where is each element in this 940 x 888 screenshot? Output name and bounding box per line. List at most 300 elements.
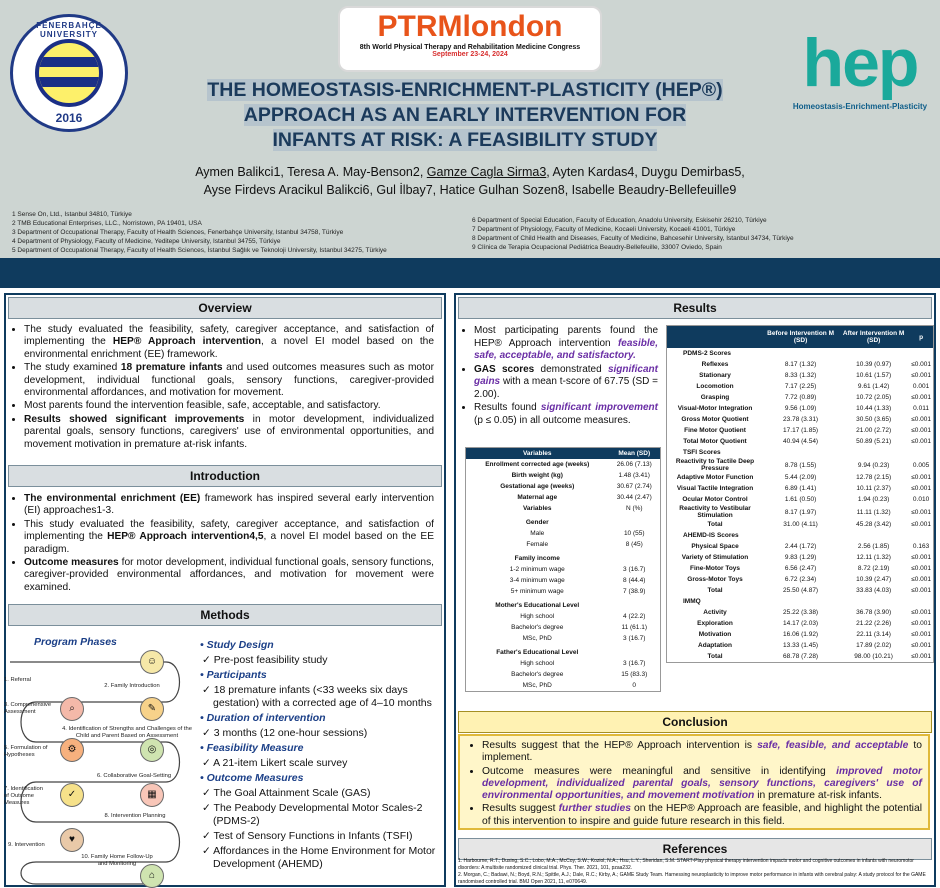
affiliations-right bbox=[472, 216, 932, 252]
table-cell: ≤0.001 bbox=[911, 631, 931, 638]
table-group-row bbox=[466, 550, 660, 564]
design-heading: • Study Design bbox=[200, 639, 274, 651]
table-row bbox=[466, 492, 660, 503]
design-heading: • Feasibility Measure bbox=[200, 742, 304, 754]
phase-label: 10. Family Home Follow-Up and Monitoring bbox=[81, 854, 153, 867]
conclusion-heading: Conclusion bbox=[458, 711, 932, 733]
table-cell: 25.50 (4.87) bbox=[783, 587, 819, 594]
phase-label: 5. Formulation of Hypotheses bbox=[4, 745, 48, 758]
hypothesis-phase-icon: ⚙ bbox=[60, 738, 84, 762]
table-cell: 0.010 bbox=[912, 496, 930, 503]
phase-label: 7. Identification of Outcome Measures bbox=[4, 786, 43, 806]
design-item: ✓ The Peabody Developmental Motor Scales-2 (PDMS-2) bbox=[202, 802, 423, 827]
table-cell: Total bbox=[707, 653, 723, 660]
table-row bbox=[667, 585, 933, 596]
table-cell: 10.44 (1.33) bbox=[856, 405, 892, 412]
table-cell: 8.17 (1.32) bbox=[784, 361, 817, 368]
table-row bbox=[667, 640, 933, 651]
bullet-text: , a novel EI model based on the EE paradigm. bbox=[24, 531, 434, 555]
table-cell: ≤0.001 bbox=[911, 416, 931, 423]
table-cell: Ocular Motor Control bbox=[682, 496, 748, 503]
table-cell: Variety of Stimulation bbox=[681, 554, 749, 561]
table-row bbox=[667, 541, 933, 552]
bullet-text: with a mean t-score of 67.75 (SD = 2.00). bbox=[474, 376, 658, 400]
table-cell: Enrollment corrected age (weeks) bbox=[485, 461, 590, 468]
bullet-text: Results suggest that the HEP® Approach intervention is bbox=[482, 740, 758, 751]
affiliation: 7 Department of Physiology, Faculty of Medicine, Kocaeli University, Kocaeli 41001, Türkiye bbox=[472, 226, 736, 233]
demographics-table bbox=[465, 447, 661, 692]
bullet-bold: Outcome measures bbox=[24, 557, 119, 569]
table-row bbox=[667, 618, 933, 629]
table-header-cell: p bbox=[909, 326, 933, 348]
bullet-item bbox=[24, 400, 434, 412]
table-cell: 68.78 (7.28) bbox=[783, 653, 819, 660]
table-cell: 0 bbox=[632, 682, 637, 689]
title-line-2: APPROACH AS AN EARLY INTERVENTION FOR bbox=[243, 104, 687, 126]
study-design-list bbox=[200, 637, 440, 873]
university-logo-text: FENERBAHÇE UNIVERSITY bbox=[36, 21, 102, 39]
bullet-bold: The environmental enrichment (EE) bbox=[24, 493, 201, 504]
table-group-title: IMMQ bbox=[683, 598, 701, 605]
table-cell: 8.17 (1.97) bbox=[784, 508, 817, 516]
table-cell: Male bbox=[530, 530, 545, 537]
table-cell: 6.56 (2.47) bbox=[784, 565, 817, 572]
phase-label: 6. Collaborative Goal-Setting bbox=[96, 773, 172, 779]
bullet-bold: HEP® Approach intervention bbox=[112, 336, 261, 348]
table-cell: 31.00 (4.11) bbox=[783, 521, 818, 528]
table-cell bbox=[909, 348, 933, 359]
bullet-item bbox=[24, 557, 434, 594]
referral-phase-icon: ☺ bbox=[140, 650, 164, 674]
table-cell: Locomotion bbox=[696, 383, 734, 390]
bullet-text: framework has inspired several early intervention (EI) approaches1-3. bbox=[24, 493, 434, 517]
table-cell bbox=[909, 530, 933, 541]
phase-label: 1. Referral bbox=[4, 677, 32, 683]
table-cell: Female bbox=[526, 541, 549, 548]
bullet-item bbox=[474, 325, 658, 363]
university-logo bbox=[10, 14, 128, 132]
conference-dates: September 23-24, 2024 bbox=[432, 51, 508, 58]
table-cell: Birth weight (kg) bbox=[511, 472, 563, 479]
table-group-row bbox=[667, 596, 933, 607]
table-row bbox=[667, 483, 933, 494]
table-cell: 21.00 (2.72) bbox=[856, 427, 892, 434]
table-cell: High school bbox=[520, 613, 555, 620]
table-cell: 6.89 (1.41) bbox=[784, 485, 817, 492]
reference-item: 2. Morgan, C.; Badawi, N.; Boyd, R.N.; Spittle, A.J.; Dale, R.C.; Kirby, A.; GAME Study Team. Harnessing neuroplasticity to improve motor performance in infants with cerebral palsy: A study protocol for the GAME randomised controlled trial. BMJ Open 2021, 11, e070649. bbox=[458, 872, 926, 885]
bullet-item bbox=[482, 766, 922, 803]
results-heading: Results bbox=[458, 297, 932, 319]
table-cell: ≤0.001 bbox=[911, 653, 931, 660]
assessment-phase-icon: ⌕ bbox=[60, 697, 84, 721]
phase-label: 3. Comprehensive Assessment bbox=[4, 702, 52, 715]
table-cell bbox=[763, 447, 838, 458]
title-line-3: INFANTS AT RISK: A FEASIBILITY STUDY bbox=[272, 129, 658, 151]
table-cell bbox=[838, 530, 909, 541]
table-cell: 45.28 (3.42) bbox=[856, 521, 892, 528]
table-row bbox=[667, 392, 933, 403]
table-cell: 3-4 minimum wage bbox=[509, 577, 565, 584]
table-row bbox=[667, 505, 933, 519]
authors-line-1b: , Ayten Kardas4, Duygu Demirbas5, bbox=[546, 165, 745, 179]
table-cell: Total bbox=[707, 521, 723, 528]
conference-logo-text: PTRMlondon bbox=[377, 10, 563, 43]
bullet-text: Outcome measures were meaningful and sensitive in identifying bbox=[482, 765, 837, 777]
table-cell bbox=[608, 644, 660, 658]
table-header-cell: Mean (SD) bbox=[608, 448, 660, 459]
bullet-text: in premature at-risk infants. bbox=[754, 790, 882, 802]
table-cell: 9.94 (0.23) bbox=[857, 461, 890, 469]
table-cell: Gross Motor Quotient bbox=[681, 416, 749, 423]
table-cell: 12.78 (2.15) bbox=[856, 474, 892, 481]
table-row bbox=[667, 425, 933, 436]
table-cell: Total bbox=[707, 587, 723, 594]
table-row bbox=[667, 370, 933, 381]
table-row bbox=[667, 494, 933, 505]
table-group-row bbox=[667, 530, 933, 541]
table-cell: 4 (22.2) bbox=[623, 613, 646, 620]
table-cell: 5+ minimum wage bbox=[510, 588, 564, 595]
bullet-text: Most participating parents found the HEP® Approach intervention bbox=[474, 325, 658, 349]
table-cell: 10.61 (1.57) bbox=[856, 372, 892, 379]
design-item: ✓ A 21-item Likert scale survey bbox=[202, 757, 348, 769]
table-cell bbox=[909, 596, 933, 607]
table-row bbox=[667, 472, 933, 483]
table-cell: 3 (16.7) bbox=[623, 660, 646, 667]
table-cell: 3 (16.7) bbox=[623, 635, 646, 642]
table-row bbox=[667, 563, 933, 574]
design-item: ✓ The Goal Attainment Scale (GAS) bbox=[202, 787, 371, 799]
table-header-cell: Variables bbox=[466, 448, 608, 459]
table-header-cell: Before Intervention M (SD) bbox=[763, 326, 838, 348]
table-cell: Fine Motor Quotient bbox=[684, 427, 746, 434]
design-heading: • Duration of intervention bbox=[200, 712, 326, 724]
table-cell bbox=[838, 447, 909, 458]
affiliation: 6 Department of Special Education, Faculty of Education, Anadolu University, Eskisehir 26210, Türkiye bbox=[472, 217, 767, 224]
table-header-cell bbox=[667, 326, 763, 348]
bullet-bold: HEP® Approach intervention4,5 bbox=[107, 531, 264, 543]
table-cell: 25.22 (3.38) bbox=[783, 609, 819, 616]
table-cell: Total Motor Quotient bbox=[683, 438, 747, 445]
table-cell: Gross-Motor Toys bbox=[687, 576, 743, 583]
table-cell: 22.11 (3.14) bbox=[856, 631, 891, 638]
table-cell: 0.001 bbox=[912, 383, 930, 390]
table-cell: 8 (44.4) bbox=[623, 577, 646, 584]
bullet-item bbox=[24, 519, 434, 556]
bullet-text: The study evaluated the feasibility, safety, caregiver acceptance, and satisfaction of implementing the bbox=[24, 324, 434, 348]
table-cell: Reactivity to Vestibular Stimulation bbox=[679, 505, 751, 519]
table-cell: 11.11 (1.32) bbox=[856, 508, 891, 516]
table-cell: Exploration bbox=[697, 620, 733, 627]
table-cell: 0.011 bbox=[913, 405, 929, 412]
authors-line-1a: Aymen Balikci1, Teresa A. May-Benson2, bbox=[195, 165, 427, 179]
program-phases-title: Program Phases bbox=[34, 636, 117, 648]
table-cell: Gestational age (weeks) bbox=[500, 483, 575, 490]
table-group-title: Gender bbox=[525, 519, 549, 526]
table-cell: 1.61 (0.50) bbox=[784, 496, 817, 503]
author-list bbox=[120, 163, 820, 199]
design-heading: • Outcome Measures bbox=[200, 772, 304, 784]
authors-presenting: Gamze Cagla Sirma3 bbox=[426, 165, 547, 179]
table-cell: Stationary bbox=[699, 372, 731, 379]
table-cell: 17.89 (2.02) bbox=[856, 642, 892, 649]
table-header-cell: After Intervention M (SD) bbox=[838, 326, 909, 348]
outcome-phase-icon: ✓ bbox=[60, 783, 84, 807]
results-summary bbox=[460, 325, 658, 428]
table-cell: ≤0.001 bbox=[911, 372, 931, 379]
table-cell: 5.44 (2.09) bbox=[784, 474, 817, 481]
methods-heading: Methods bbox=[8, 604, 442, 626]
bullet-emphasis: significant improvement bbox=[540, 402, 658, 413]
hep-logo bbox=[790, 24, 930, 134]
table-row bbox=[466, 633, 660, 644]
table-row bbox=[466, 564, 660, 575]
table-row bbox=[667, 436, 933, 447]
table-row bbox=[667, 381, 933, 392]
design-item: ✓ 3 months (12 one-hour sessions) bbox=[202, 727, 368, 739]
design-item: ✓ Test of Sensory Functions in Infants (TSFI) bbox=[202, 830, 413, 842]
table-cell bbox=[608, 597, 660, 611]
table-cell: MSc, PhD bbox=[522, 682, 552, 689]
table-cell: 1.48 (3.41) bbox=[618, 472, 650, 479]
table-cell: 40.94 (4.54) bbox=[783, 438, 819, 445]
table-group-row bbox=[466, 597, 660, 611]
bullet-bold: GAS scores bbox=[474, 363, 535, 375]
design-heading: • Participants bbox=[200, 669, 267, 681]
table-cell: 30.50 (3.65) bbox=[856, 416, 892, 423]
table-cell: ≤0.001 bbox=[911, 620, 931, 627]
authors-line-2: Ayse Firdevs Aracikul Balikci6, Gul İlbay7, Hatice Gulhan Sozen8, Isabelle Beaudry-Bellefeuille9 bbox=[203, 183, 737, 197]
overview-body bbox=[10, 324, 434, 452]
follow-up-phase-icon: ⌂ bbox=[140, 864, 164, 888]
table-cell: 10 (55) bbox=[623, 530, 645, 537]
table-cell: 8.78 (1.55) bbox=[784, 461, 817, 469]
phase-label: 8. Intervention Planning bbox=[104, 813, 166, 819]
reference-item: 1. Harbourne, R.T.; Dusing, S.C.; Lobo, M.A.; McCoy, S.W.; Koziol, N.A.; Hsu, L.Y.; Sheridan, S.M. START-Play physical therapy intervention impacts motor and cognitive outcomes in infants with neuromotor disorders: A multisite randomized clinical trial. Phys. Ther. 2021, 101, pzaa232. bbox=[458, 858, 914, 871]
bullet-emphasis: improved motor development, individualized parental goals, sensory functions, caregivers' use of environmental opportunities, and movement motivation bbox=[482, 765, 922, 802]
table-cell: 9.83 (1.29) bbox=[784, 554, 817, 561]
table-cell: ≤0.001 bbox=[911, 576, 931, 583]
table-row bbox=[667, 359, 933, 370]
table-group-row bbox=[667, 348, 933, 359]
table-row bbox=[466, 470, 660, 481]
table-cell: N (%) bbox=[625, 505, 643, 512]
goal-setting-phase-icon: ◎ bbox=[140, 738, 164, 762]
table-row bbox=[466, 669, 660, 680]
table-cell: 21.22 (2.26) bbox=[856, 620, 892, 627]
conference-logo bbox=[338, 6, 602, 72]
affiliation: 4 Department of Physiology, Faculty of Medicine, Yeditepe University, Istanbul 34755, Türkiye bbox=[12, 238, 281, 245]
table-header-row bbox=[667, 326, 933, 348]
table-row bbox=[667, 607, 933, 618]
table-row bbox=[667, 414, 933, 425]
table-cell: ≤0.001 bbox=[911, 361, 931, 368]
table-cell: High school bbox=[520, 660, 555, 667]
table-cell bbox=[608, 514, 660, 528]
table-cell: Bachelor's degree bbox=[511, 624, 564, 631]
poster-title bbox=[140, 78, 790, 153]
hep-logo-text: hep bbox=[802, 25, 918, 101]
bullet-emphasis: significant gains bbox=[474, 363, 658, 387]
bullet-text: to implement. bbox=[482, 740, 923, 764]
table-cell: Visual Tactile Integration bbox=[676, 485, 754, 492]
table-cell: 12.11 (1.32) bbox=[856, 554, 891, 561]
planning-phase-icon: ▦ bbox=[140, 783, 164, 807]
table-cell: 36.78 (3.90) bbox=[856, 609, 892, 616]
table-cell: Fine-Motor Toys bbox=[689, 565, 741, 572]
affiliation: 5 Department of Occupational Therapy, Faculty of Health Sciences, İstanbul Sağlık ve Teknoloji University, Istanbul 34275, Türkiye bbox=[12, 247, 387, 254]
bullet-item bbox=[474, 364, 658, 402]
title-line-1: THE HOMEOSTASIS-ENRICHMENT-PLASTICITY (HEP®) bbox=[207, 79, 723, 101]
table-row bbox=[466, 680, 660, 691]
table-row bbox=[466, 622, 660, 633]
table-cell bbox=[763, 348, 838, 359]
table-row bbox=[667, 403, 933, 414]
table-cell: 13.33 (1.45) bbox=[783, 642, 819, 649]
table-cell bbox=[909, 447, 933, 458]
table-cell: 7.72 (0.89) bbox=[784, 394, 817, 401]
table-cell: 98.00 (10.21) bbox=[854, 653, 893, 660]
table-cell: 6.72 (2.34) bbox=[784, 576, 817, 583]
introduction-body bbox=[10, 493, 434, 595]
bullet-text: Most parents found the intervention feasible, safe, acceptable, and satisfactory. bbox=[24, 400, 381, 412]
table-row bbox=[466, 481, 660, 492]
table-group-title: PDMS-2 Scores bbox=[683, 350, 732, 357]
bullet-item bbox=[24, 493, 434, 518]
table-cell: ≤0.001 bbox=[911, 521, 931, 528]
table-cell: 26.06 (7.13) bbox=[616, 461, 652, 468]
table-group-title: TSFI Scores bbox=[683, 449, 721, 456]
bullet-text: in motor development, individualized parental goals, sensory functions, caregivers' use of environmental opportunities, and movement motivation in premature at-risk infants. bbox=[24, 413, 435, 450]
table-row bbox=[667, 629, 933, 640]
table-row bbox=[466, 459, 660, 470]
bullet-emphasis: further studies bbox=[558, 803, 631, 815]
table-row bbox=[466, 658, 660, 669]
table-cell bbox=[763, 596, 838, 607]
bullet-item bbox=[474, 402, 658, 427]
table-cell: 17.17 (1.85) bbox=[783, 427, 819, 434]
design-item: ✓ Pre-post feasibility study bbox=[202, 654, 328, 666]
introduction-heading: Introduction bbox=[8, 465, 442, 487]
table-cell: 8.72 (2.19) bbox=[857, 565, 890, 572]
table-cell: 2.56 (1.85) bbox=[857, 543, 890, 550]
table-cell: Bachelor's degree bbox=[511, 671, 564, 678]
intervention-phase-icon: ♥ bbox=[60, 828, 84, 852]
table-row bbox=[667, 651, 933, 662]
table-cell: ≤0.001 bbox=[911, 554, 931, 561]
table-cell bbox=[838, 348, 909, 359]
table-group-title: Father's Educational Level bbox=[496, 649, 579, 656]
bullet-item bbox=[482, 803, 922, 828]
table-cell: 50.89 (5.21) bbox=[856, 438, 892, 445]
table-cell: MSc, PhD bbox=[522, 635, 552, 642]
table-cell: ≤0.001 bbox=[911, 587, 931, 594]
table-cell: Reflexes bbox=[701, 361, 729, 368]
table-cell: ≤0.001 bbox=[911, 474, 931, 481]
table-cell: 30.67 (2.74) bbox=[616, 483, 652, 490]
table-cell: ≤0.001 bbox=[911, 565, 931, 572]
table-group-row bbox=[466, 514, 660, 528]
table-cell: Grasping bbox=[700, 394, 730, 401]
hep-tagline: Homeostasis-Enrichment-Plasticity bbox=[792, 102, 928, 111]
table-cell: ≤0.001 bbox=[911, 485, 931, 492]
table-row bbox=[667, 458, 933, 472]
table-cell bbox=[608, 550, 660, 564]
table-cell: 0.005 bbox=[912, 461, 930, 469]
bullet-text: The study examined bbox=[24, 362, 121, 374]
table-cell: Maternal age bbox=[517, 494, 558, 501]
design-item: ✓ Affordances in the Home Environment for Motor Development (AHEMD) bbox=[202, 845, 436, 870]
table-cell: Adaptive Motor Function bbox=[676, 474, 754, 481]
table-cell: Reactivity to Tactile Deep Pressure bbox=[675, 458, 755, 472]
affiliation: 8 Department of Child Health and Diseases, Faculty of Medicine, Bahcesehir University, Istanbul 34734, Türkiye bbox=[472, 235, 794, 242]
table-cell: 7 (38.9) bbox=[623, 588, 646, 595]
table-cell: 7.17 (2.25) bbox=[784, 383, 817, 390]
table-cell: ≤0.001 bbox=[911, 438, 931, 445]
bullet-text: for motor development, individual functional goals, sensory functions, caregiver-provided environmental affordances, and motivation for movement were examined. bbox=[24, 557, 434, 593]
table-cell: ≤0.001 bbox=[911, 642, 931, 649]
bullet-item bbox=[24, 414, 434, 451]
table-cell: ≤0.001 bbox=[911, 508, 931, 516]
bullet-text: demonstrated bbox=[534, 363, 608, 375]
bullet-bold: 18 premature infants bbox=[120, 362, 223, 374]
table-cell: 0.163 bbox=[912, 543, 930, 550]
table-cell: 10.39 (2.47) bbox=[856, 576, 892, 583]
introduction-phase-icon: ✎ bbox=[140, 697, 164, 721]
table-cell: Activity bbox=[703, 609, 727, 616]
bullet-text: This study evaluated the feasibility, safety, caregiver acceptance, and satisfaction of implementing the bbox=[24, 518, 434, 543]
university-logo-year: 2016 bbox=[55, 111, 83, 125]
table-cell: 8 (45) bbox=[625, 541, 643, 548]
affiliation: 3 Department of Occupational Therapy, Faculty of Health Sciences, Fenerbahçe University, Istanbul 34758, Türkiye bbox=[12, 229, 344, 236]
university-crest bbox=[35, 39, 103, 107]
table-cell: 15 (83.3) bbox=[621, 671, 648, 678]
table-cell: 10.11 (2.37) bbox=[856, 485, 891, 492]
table-cell: 11 (61.1) bbox=[621, 624, 648, 631]
table-row bbox=[466, 528, 660, 539]
bullet-emphasis: feasible, safe, acceptable, and satisfactory. bbox=[474, 337, 658, 361]
bullet-text: Results found bbox=[474, 402, 541, 413]
table-cell: Variables bbox=[522, 505, 552, 512]
affiliation: 1 Sense On, Ltd., Istanbul 34810, Türkiye bbox=[12, 211, 132, 218]
affiliation: 9 Clínica de Terapia Ocupacional Pediátrica Beaudry-Bellefeuille, 33007 Oviedo, Spain bbox=[472, 244, 722, 251]
header-stripe bbox=[0, 258, 940, 288]
affiliation: 2 TMB Educational Enterprises, LLC., Norristown, PA 19401, USA bbox=[12, 220, 202, 227]
bullet-item bbox=[24, 362, 434, 399]
bullet-emphasis: safe, feasible, and acceptable bbox=[757, 740, 909, 751]
bullet-text: , a novel EI model based on the environmental enrichment (EE) framework. bbox=[24, 336, 434, 360]
bullet-text: and used outcomes measures such as motor development, individual functional goals, sensory functions, caregiver-provided environmental affordances, and motivation for movement. bbox=[24, 362, 434, 399]
overview-heading: Overview bbox=[8, 297, 442, 319]
bullet-item bbox=[482, 740, 922, 765]
table-cell: Adaptation bbox=[698, 642, 732, 649]
table-group-title: Mother's Educational Level bbox=[495, 602, 580, 609]
table-cell: 10.72 (2.05) bbox=[856, 394, 892, 401]
table-cell: 23.78 (3.31) bbox=[783, 416, 819, 423]
phase-label: 4. Identification of Strengths and Challenges of the Child and Parent Based on Assessment bbox=[62, 726, 192, 739]
table-row bbox=[466, 575, 660, 586]
references-heading: References bbox=[458, 838, 932, 860]
table-cell: 9.61 (1.42) bbox=[857, 383, 890, 390]
design-item: ✓ 18 premature infants (<33 weeks six days gestation) with a corrected age of 4–10 months bbox=[202, 684, 432, 709]
conclusion-box bbox=[458, 734, 930, 830]
bullet-item bbox=[24, 324, 434, 361]
table-row bbox=[466, 586, 660, 597]
table-cell: 30.44 (2.47) bbox=[616, 494, 652, 501]
table-header-row bbox=[466, 448, 660, 459]
table-row bbox=[466, 503, 660, 514]
table-cell: ≤0.001 bbox=[911, 609, 931, 616]
